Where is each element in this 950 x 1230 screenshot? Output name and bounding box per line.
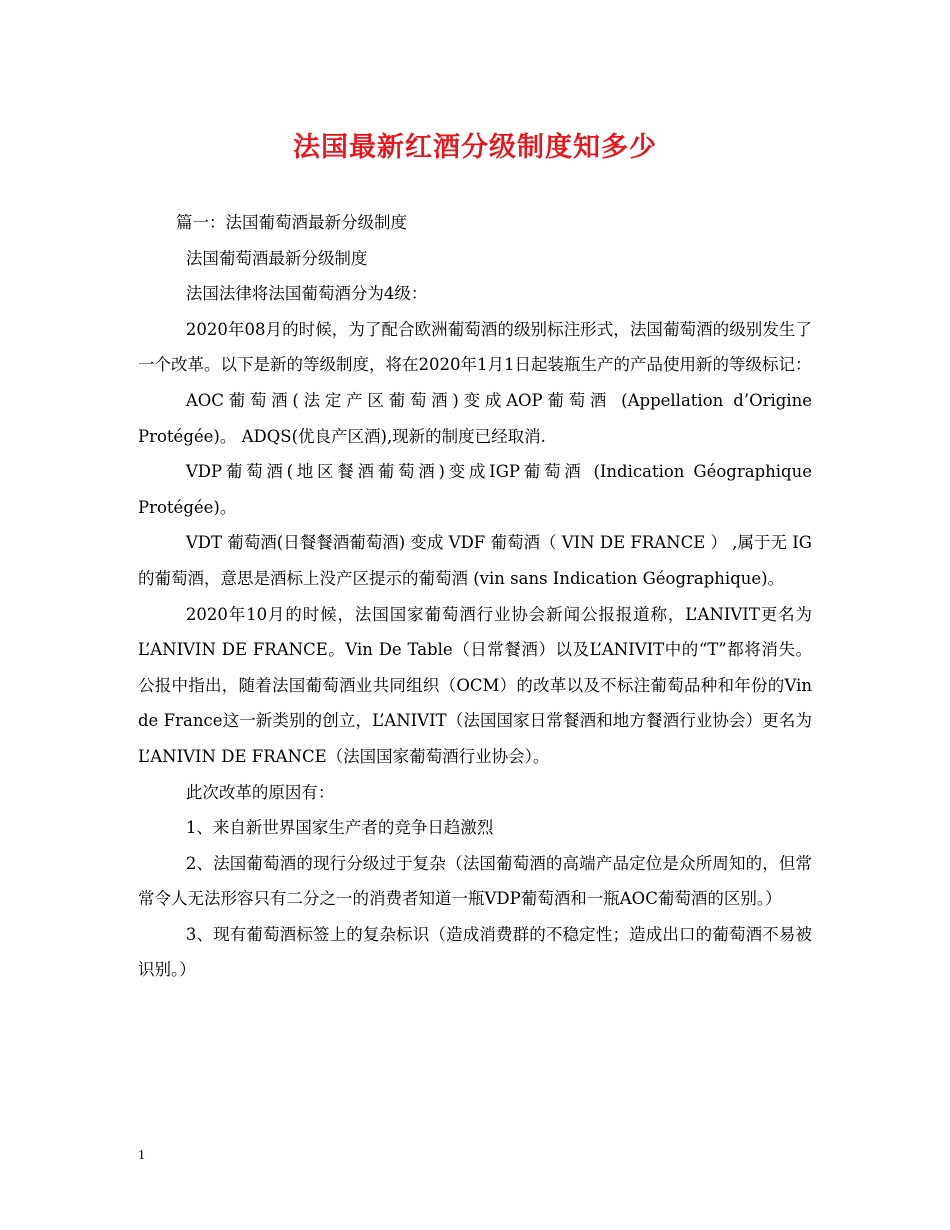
paragraph-reason-1: 1、来自新世界国家生产者的竞争日趋激烈 [185, 818, 494, 838]
document-body [138, 205, 812, 988]
paragraph-reason-3: 3、现有葡萄酒标签上的复杂标识（造成消费群的不稳定性；造成出口的葡萄酒不易被识别。） [138, 924, 812, 980]
paragraph-reasons-heading: 此次改革的原因有： [185, 782, 335, 802]
paragraph-section-heading: 篇一：法国葡萄酒最新分级制度 [175, 213, 407, 232]
paragraph-anivit-rename: 2020年10月的时候，法国国家葡萄酒行业协会新闻公报报道称，L’ANIVIT更名为L’ANIVIN DE FRANCE。Vin De Table（日常餐酒）以及L’ANIVIT中的“T”都将消失。 公报中指出，随着法国葡萄酒业共同组织（OCM）的改革以及不标注葡萄品种和年份的Vin de France这一新类别的创立，L’ANIVIT（法国国家日常餐酒和地方餐酒行业协会）更名为L’ANIVIN DE FRANCE（法国国家葡萄酒行业协会）。 [138, 604, 812, 766]
paragraph-reason-2: 2、法国葡萄酒的现行分级过于复杂（法国葡萄酒的高端产品定位是众所周知的，但常常令人无法形容只有二分之一的消费者知道一瓶VDP葡萄酒和一瓶AOC葡萄酒的区别。） [138, 853, 812, 909]
document-title: 法国最新红酒分级制度知多少 [293, 132, 657, 163]
page-number: 1 [138, 1148, 145, 1163]
paragraph-intro: 法国法律将法国葡萄酒分为4级： [185, 284, 428, 304]
paragraph-vdp-to-igp: VDP葡萄酒(地区餐酒葡萄酒)变成IGP葡萄酒 (Indication Géographique Protégée)。 [138, 462, 812, 517]
paragraph-reform-2020-08: 2020年08月的时候，为了配合欧洲葡萄酒的级别标注形式，法国葡萄酒的级别发生了一个改革。以下是新的等级制度，将在2020年1月1日起装瓶生产的产品使用新的等级标记： [138, 319, 812, 375]
paragraph-vdt-to-vdf: VDT 葡萄酒(日餐餐酒葡萄酒) 变成 VDF 葡萄酒（ VIN DE FRANCE ） ,属于无 IG 的葡萄酒，意思是酒标上没产区提示的葡萄酒 (vin sans Indication Géographique)。 [138, 533, 812, 588]
paragraph-subtitle: 法国葡萄酒最新分级制度 [185, 248, 368, 268]
paragraph-aoc-to-aop: AOC葡萄酒(法定产区葡萄酒)变成AOP葡萄酒 (Appellation d’Origine Protégée)。 ADQS(优良产区酒),现新的制度已经取消. [138, 390, 812, 446]
